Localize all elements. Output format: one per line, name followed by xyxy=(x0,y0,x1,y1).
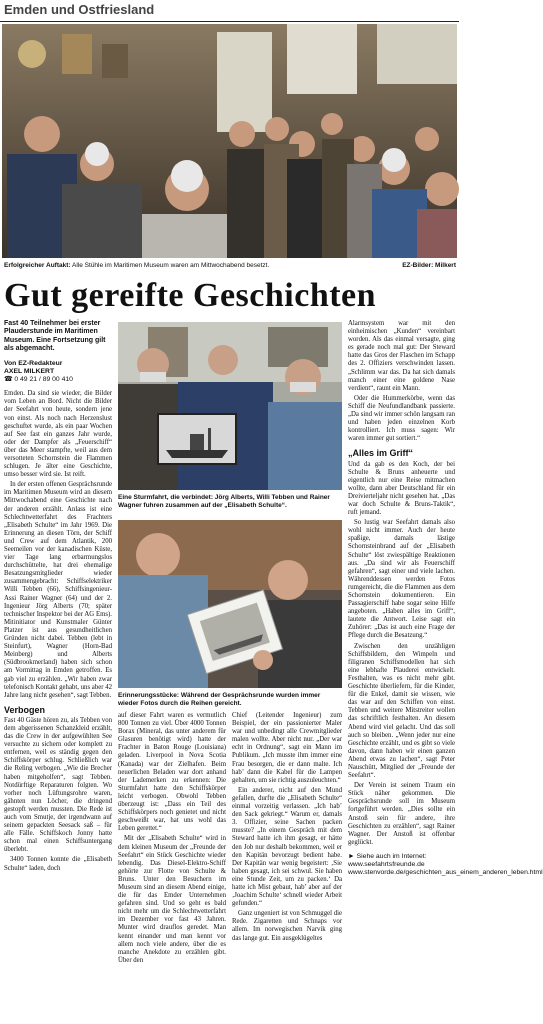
author-phone: ☎ 0 49 21 / 89 00 410 xyxy=(4,376,73,384)
author-line: Von EZ-Redakteur xyxy=(4,359,63,367)
column-3 xyxy=(232,712,342,1024)
body-paragraph: Fast 40 Gäste hören zu, als Tebben von dem abgerissenen Schanzkleid erzählt, das die Crew in der aufgewühlten See versuchte zu sichern oder komplett zu entfernen, weil es ständig gegen den Schiffskörper schlug. Schließlich war die Reling verbogen. „Wie die Brecher haben mitgeholfen“, sagt Tebben. Notdürftige Reparaturen folgten. Wo vorher noch Lüftungsrohre waren, gähnten nun Löcher, die dringend gestopft werden mussten. Die Rede ist auch vom Smutje, der irgendwann auf seinem gepackten Seesack saß – für alle Fälle. Schiffskoch Jonny hatte schon mal einen Schiffsuntergang überlebt. xyxy=(4,716,112,854)
top-photo-caption: Erfolgreicher Auftakt: Alle Stühle im Maritimen Museum waren am Mittwochabend besetzt. xyxy=(4,262,270,269)
subheading: Verbogen xyxy=(4,704,46,715)
body-paragraph: Ganz ungeniert ist von Schmuggel die Rede. Zigaretten und Schnaps vor allem. Im norwegischen Narvik ging das lange gut. Ein ausgeklügeltes xyxy=(232,910,343,942)
lead-text: Fast 40 Teilnehmer bei erster Plauderstunde im Maritimen Museum. Eine Fortsetzung gilt als abgemacht. xyxy=(4,320,106,353)
section-header xyxy=(0,0,459,22)
photo-credit: EZ-Bilder: Milkert xyxy=(402,262,456,269)
body-paragraph: Oder die Hummerkörbe, wenn das Schiff die Neufundlandbank passierte. „Da sind wir immer schön langsam ran und haben jeden einzelnen Korb kontrolliert. Ich muss sagen: Wir waren immer gut sortiert.“ xyxy=(348,394,455,443)
headline: Gut gereifte Geschichten xyxy=(4,277,377,314)
body-paragraph: auf dieser Fahrt waren es vermutlich 800 Tonnen zu viel. Über 4000 Tonnen Borax (Mineral, das unter anderem für Glasuren benötigt wird) hatte der Frachter in Baton Rouge (Louisiana) geladen. Liverpool in Nova Scotia (Kanada) war der Zielhafen. Beim neuerlichen Beladen war dort anhand der Lademerken zu erkennen: Die Sturmfahrt hatte den Schiffskörper leicht verbogen. Obwohl Tebben überzeugt ist: „Dass ein Teil des Schiffskörpers noch genietet und nicht geschweißt war, hat uns wohl das Leben gerettet.“ xyxy=(118,712,226,833)
section-title: Emden und Ostfriesland xyxy=(4,2,155,17)
body-paragraph: 3400 Tonnen konnte die „Elisabeth Schulte“ laden, doch xyxy=(4,856,112,872)
author-block xyxy=(4,360,112,385)
audience-photo xyxy=(2,24,457,258)
three-men-photo xyxy=(118,322,342,490)
subheading: „Alles im Griff“ xyxy=(348,448,414,459)
body-paragraph: Ein anderer, nicht auf den Mund gefallen, durfte die „Elisabeth Schulte“ einmal vorzeitig verlassen. „Ich hab’ den Sack gekriegt.“ Warum er, damals 3. Offizier, seine Sachen packen musste? „In einem Gespräch mit dem Steward hatte ich ihm gesagt, er hätte den Job nur deshalb bekommen, weil er den Kapitän bevorzugt bedient habe. Der Kapitän war wenig begeistert: ‚Sie haben gesagt, ich sei schwul. Sie haben eine Stunde Zeit, um zu packen.‘ Da hatte ich Mist gebaut, hab’ aber auf der ‚Joachim Schulte‘ schnell wieder Arbeit gefunden.“ xyxy=(232,786,342,908)
photo2-caption: Eine Sturmfahrt, die verbindet: Jörg Alberts, Willi Tebben und Rainer Wagner fuhren zusammen auf der „Elisabeth Schulte“. xyxy=(118,494,330,509)
body-paragraph: So lustig war Seefahrt damals also wohl nicht immer. Auch der heute spaßige, damals lästige Schornsteinbrand auf der „Elisabeth Schulte“ löst zwiespältige Reaktionen aus. „Da sind wir als Feuerschiff gefahren“, sagt einer und viele lachen. Währenddessen werden Fotos rumgereicht, die die Flammen aus dem Schornstein dokumentieren. Ein Passagierschiff habe sogar seine Hilfe angeboten. „Haben alles im Griff“, lautete die Antwort. Leise sagt ein Zuhörer: „Das ist auch eine Frage der Pflege durch die Besatzung.“ xyxy=(348,519,455,640)
photo3-caption: Erinnerungsstücke: Während der Gesprächsrunde wurden immer wieder Fotos durch die Reihen gereicht. xyxy=(118,692,321,707)
column-2 xyxy=(118,712,226,1024)
author-name: AXEL MILKERT xyxy=(4,367,55,375)
body-paragraph: In der ersten offenen Gesprächsrunde im Maritimen Museum wird an diesem Mittwochabend eine Geschichte nach der anderen erzählt. Anlass ist eine Schlechtwetterfahrt des Frachters „Elisabeth Schulte“ im Jahr 1969. Die Erinnerung an diesen Törn, der Schiff und Crew auf dem Atlantik, 200 Seemeilen vor der kanadischen Küste, vier Tage lang erbarmungslos durchschüttelte, hat drei ehemalige Besatzungsmitglieder wieder zusammengebracht: Schiffselektriker Willi Tebben (66), Schiffsingenieur-Assi Rainer Wagner (64) und der 2. Ingenieur Jörg Alberts (70; später technischer Inspektor bei der AG Ems). Mitinitiator und Kunstmaler Günter Platzer ist aus gesundheitlichen Gründen nicht dabei. Tebben (lebt in Steinfurt), Wagner (Horn-Bad Meinberg) und Alberts (Südbrookmerland) haben sich schon am Vormittag in Emden getroffen. Es gab viel zu erzählen. „Wir haben zwar telefonisch Kontakt gehabt, uns aber 42 Jahre lang nicht gesehen“, sagt Tebben. xyxy=(4,481,112,699)
column-4 xyxy=(348,320,543,1024)
web-links: ► Siehe auch im Internet: www.seefahrtsfreunde.de www.stenvorde.de/geschichten_aus_einem_anderen_leben.html xyxy=(348,852,543,877)
body-paragraph: Mit der „Elisabeth Schulte“ wird in dem kleinen Museum der „Freunde der Seefahrt“ ein Stück Geschichte wieder lebendig. Das Diesel-Elektro-Schiff gehörte zur Flotte von Schulte & Bruns. Unter den Besuchern im Museum sind an diesem Abend einige, die für das Emder Unternehmen gefahren sind. Und so geht es bald nicht mehr um die Schlechtwetterfahrt im Dezember vor fast 43 Jahren. Munter wird drauflos geredet. Man kennt einander und man kennt vor allem noch viele andere, über die es manche Anekdote zu erzählen gibt. Über den xyxy=(118,835,226,964)
body-paragraph: Der Verein ist seinem Traum ein Stück näher gekommen. Die Gesprächsrunde soll im Museum fortgeführt werden. „Dies sollte ein Anstoß sein für andere, ihre Geschichten zu erzählen“, sagt Rainer Wagner. Der Anstoß ist offenbar geglückt. xyxy=(348,782,455,846)
column-1 xyxy=(4,320,112,1024)
photos-passed-photo xyxy=(118,520,342,688)
body-paragraph: Alarmsystem war mit den einheimischen „Kunden“ vereinbart worden. Als das einmal versagte, ging es gerade noch mal gut: Der Steward hatte das Gros der Flaschen im Schapp des 2. Offiziers verschwinden lassen. „Schlimm war das. Da hat sich damals manch einer eine goldene Nase verdient“, raunt ein Mann. xyxy=(348,320,455,392)
body-paragraph: Zwischen den unzähligen Schiffsbildern, den Wimpeln und filigranen Schiffsmodellen hat sich eine lebhafte Plauderei entwickelt. Festhalten, was es nicht mehr gibt. Geschichte überliefern, für die Kinder, für die Enkel, damit sie wissen, wie das war auf den Schiffen von einst. Tebben und weitere Mitstreiter wollen das schriftlich festhalten. An diesem Abend wird viel gelacht. Und das soll auch so bleiben. „Wenn jeder nur eine Geschichte erzählt, und es gibt so viele davon, dann haben wir einen ganzen Abend etwas zu lachen“, sagt Peter Nauschütt, Mitglied der „Freunde der Seefahrt“. xyxy=(348,642,455,780)
body-paragraph: Emden. Da sind sie wieder, die Bilder vom Leben an Bord. Nicht die Bilder der Seefahrt von heute, sondern jene von einst. Als noch nach Herzenslust geschuftet wurde, als ein paar Wochen auf See fast ein ganzes Jahr wurde, oder der Dampfer als „Feuerschiff“ über das Meer stampfte, weil aus dem versotteten Schornstein die Flammen schlugen. Je älter eine Geschichte, umso besser wird sie. Ist reift. xyxy=(4,390,112,479)
body-paragraph: Chief (Leitender Ingenieur) zum Beispiel, der ein passionierter Maler war und unbedingt alle Crewmitglieder malen wollte. Aber nicht nur. „Der war echt in Ordnung“, sagt ein Mann im Publikum. „Ich musste ihm immer eine Frau besorgen, die er dann malte. Ich hab’ dann die Kabel für die Lampen gehalten, um sie richtig auszuleuchten.“ xyxy=(232,712,342,784)
body-paragraph: Und da gab es den Koch, der bei Schulte & Bruns anheuerte und eigentlich nur eine Reise mitmachen wollte, dann aber Deutschland für ein Dreivierteljahr nicht gesehen hat. „Das war doch Schulte & Bruns-Taktik“, ruft jemand. xyxy=(348,460,455,517)
